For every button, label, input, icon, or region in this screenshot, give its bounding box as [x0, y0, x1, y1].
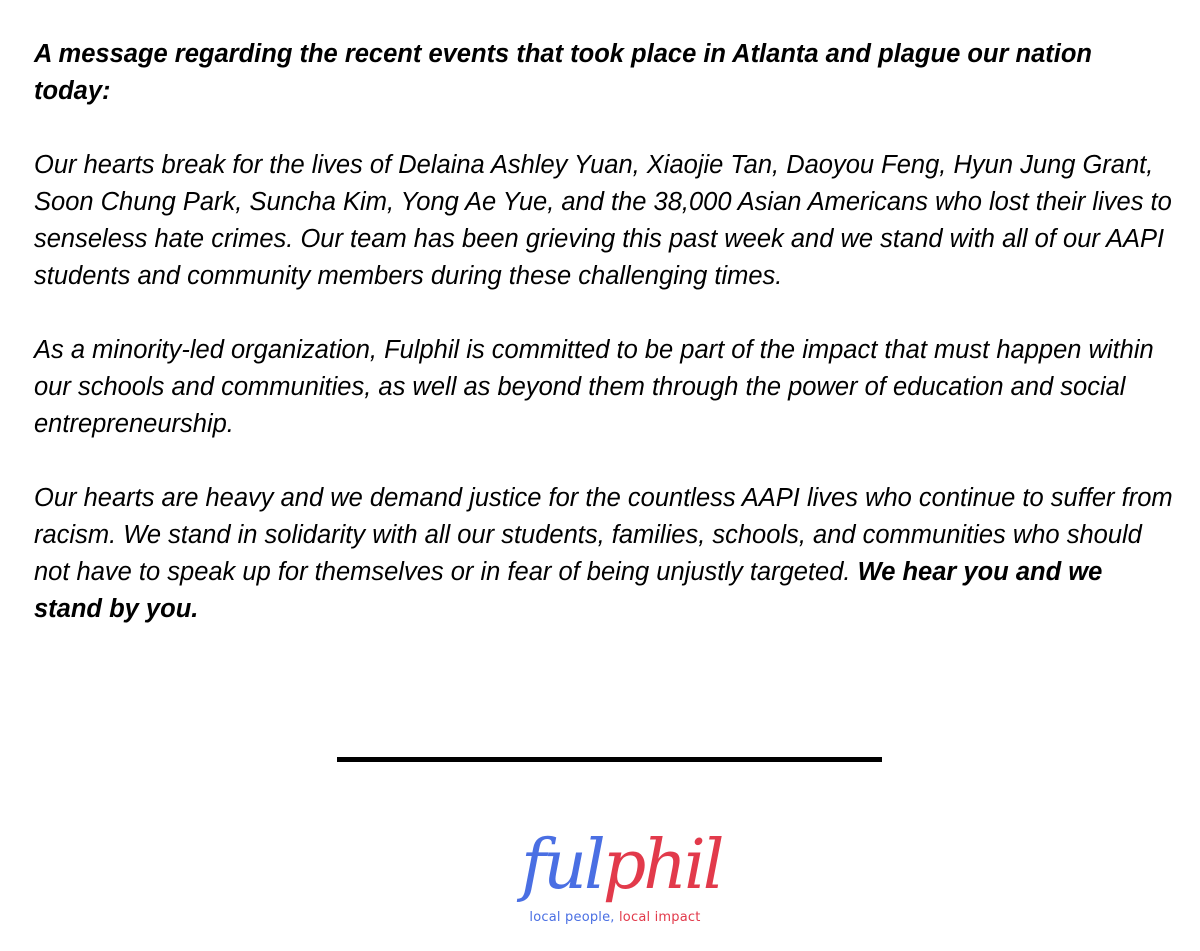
logo-tagline — [500, 909, 730, 927]
solidarity-text: Our hearts are heavy and we demand justice for the countless AAPI lives who continue to suffer from racism. We stand in solidarity with all our students, families, schools, and communities who should not have to speak up for themselves or in fear of being unjustly targeted. — [34, 484, 1173, 586]
logo-wordmark-ful: ful — [521, 826, 603, 905]
message-document — [34, 36, 1174, 628]
solidarity-emphasis: We hear you and we stand by you. — [34, 558, 1103, 623]
paragraph-victims: Our hearts break for the lives of Delaina Ashley Yuan, Xiaojie Tan, Daoyou Feng, Hyun Jung Grant, Soon Chung Park, Suncha Kim, Yong Ae Yue, and the 38,000 Asian Americans who lost their lives to senseless hate crimes. Our team has been grieving this past week and we stand with all of our AAPI students and community members during these challenging times. — [34, 151, 1172, 290]
tagline-local-impact: local impact — [619, 910, 701, 925]
message-heading: A message regarding the recent events that took place in Atlanta and plague our nation today: — [34, 40, 1092, 105]
logo-wordmark-phil: phil — [602, 826, 722, 905]
paragraph-solidarity — [34, 480, 1174, 628]
logo-wordmark — [516, 826, 722, 905]
paragraph-commitment: As a minority-led organization, Fulphil is committed to be part of the impact that must happen within our schools and communities, as well as beyond them through the power of education and social entrepreneurship. — [34, 336, 1154, 438]
tagline-local-people: local people, — [529, 910, 615, 925]
divider-rule — [337, 757, 882, 762]
